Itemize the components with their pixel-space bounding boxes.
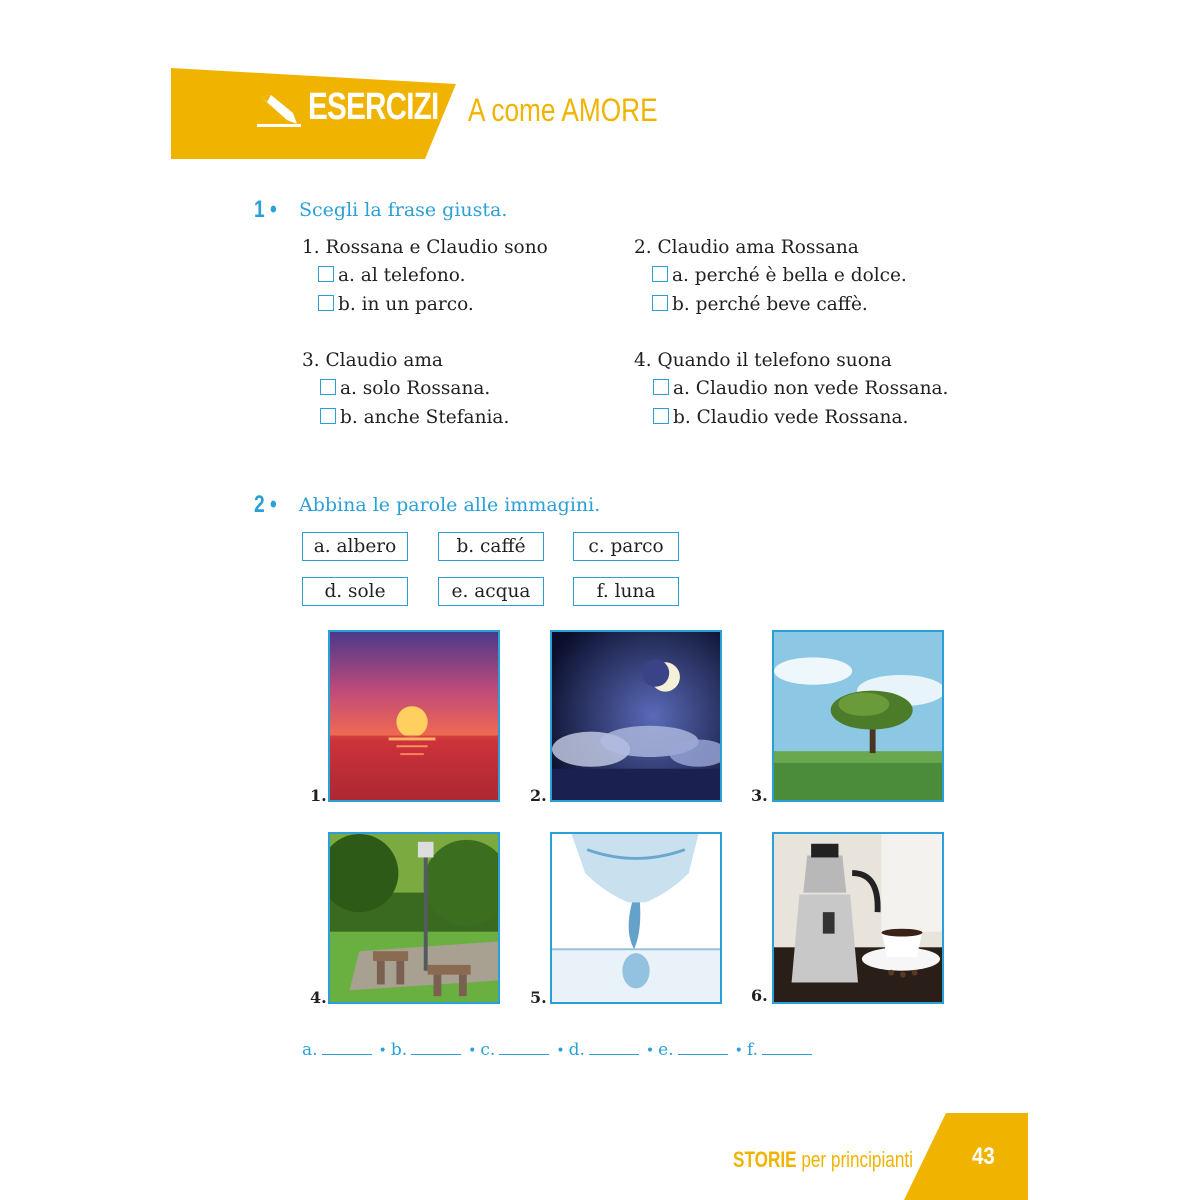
separator-dot: • [556, 1043, 565, 1059]
answer-blank[interactable] [762, 1040, 812, 1055]
series-title [733, 1147, 913, 1173]
separator-dot: • [468, 1043, 477, 1059]
option-label: b. perché beve caffè. [672, 294, 868, 315]
section-title: ESERCIZI [308, 86, 439, 128]
series-title-bold: STORIE [733, 1147, 797, 1172]
answer-label: a. [302, 1040, 318, 1060]
answer-blank[interactable] [411, 1040, 461, 1055]
checkbox[interactable] [652, 266, 668, 282]
picture-3-label: 3. [751, 786, 768, 805]
checkbox[interactable] [320, 379, 336, 395]
checkbox[interactable] [318, 266, 334, 282]
question-3-stem: 3. Claudio ama [302, 350, 443, 371]
water-image [550, 832, 722, 1004]
question-1-stem: 1. Rossana e Claudio sono [302, 237, 548, 258]
exercise-2-number: 2 • [254, 491, 277, 518]
word-box: b. caffé [438, 532, 544, 561]
option-label: a. perché è bella e dolce. [672, 265, 907, 286]
exercise-1-number: 1 • [254, 196, 277, 223]
pencil-icon [257, 93, 301, 129]
answer-blank[interactable] [589, 1040, 639, 1055]
answer-label: b. [390, 1040, 408, 1060]
question-4-option-b[interactable] [653, 407, 908, 428]
question-2-option-a[interactable] [652, 265, 907, 286]
option-label: b. Claudio vede Rossana. [673, 407, 909, 428]
series-title-rest: per principianti [796, 1147, 913, 1172]
question-2-option-b[interactable] [652, 294, 868, 315]
word-box: f. luna [573, 577, 679, 606]
answer-blank[interactable] [678, 1040, 728, 1055]
answer-label: c. [480, 1040, 496, 1060]
moon-image [550, 630, 722, 802]
separator-dot: • [734, 1043, 743, 1059]
question-1-option-b[interactable] [318, 294, 474, 315]
word-box: e. acqua [438, 577, 544, 606]
answer-line [302, 1040, 817, 1060]
picture-4-label: 4. [310, 988, 327, 1007]
answer-blank[interactable] [322, 1040, 372, 1055]
sunset-image [328, 630, 500, 802]
question-3-option-b[interactable] [320, 407, 509, 428]
separator-dot: • [378, 1043, 387, 1059]
separator-dot: • [645, 1043, 655, 1059]
exercise-1-instruction: Scegli la frase giusta. [299, 199, 508, 221]
word-box: c. parco [573, 532, 679, 561]
answer-label: d. [568, 1040, 585, 1060]
option-label: a. Claudio non vede Rossana. [673, 378, 949, 399]
park-image [328, 832, 500, 1004]
answer-label: f. [746, 1040, 758, 1060]
checkbox[interactable] [653, 408, 669, 424]
option-label: b. anche Stefania. [340, 407, 510, 428]
lesson-title: A come AMORE [468, 92, 658, 128]
word-box: d. sole [302, 577, 408, 606]
option-label: b. in un parco. [338, 294, 474, 315]
picture-1-label: 1. [310, 786, 327, 805]
question-4-stem: 4. Quando il telefono suona [634, 350, 892, 371]
picture-6-label: 6. [751, 986, 768, 1005]
option-label: a. al telefono. [338, 265, 466, 286]
question-3-option-a[interactable] [320, 378, 490, 399]
question-1-option-a[interactable] [318, 265, 465, 286]
checkbox[interactable] [652, 295, 668, 311]
page-number: 43 [972, 1143, 995, 1170]
checkbox[interactable] [653, 379, 669, 395]
question-2-stem: 2. Claudio ama Rossana [634, 237, 859, 258]
checkbox[interactable] [318, 295, 334, 311]
question-4-option-a[interactable] [653, 378, 948, 399]
coffee-image [772, 832, 944, 1004]
checkbox[interactable] [320, 408, 336, 424]
page-number-tab [904, 1113, 1028, 1200]
picture-5-label: 5. [530, 988, 547, 1007]
answer-label: e. [658, 1040, 674, 1060]
tree-image [772, 630, 944, 802]
exercise-2-instruction: Abbina le parole alle immagini. [299, 494, 601, 516]
answer-blank[interactable] [499, 1040, 549, 1055]
option-label: a. solo Rossana. [340, 378, 491, 399]
word-box: a. albero [302, 532, 408, 561]
picture-2-label: 2. [530, 786, 547, 805]
